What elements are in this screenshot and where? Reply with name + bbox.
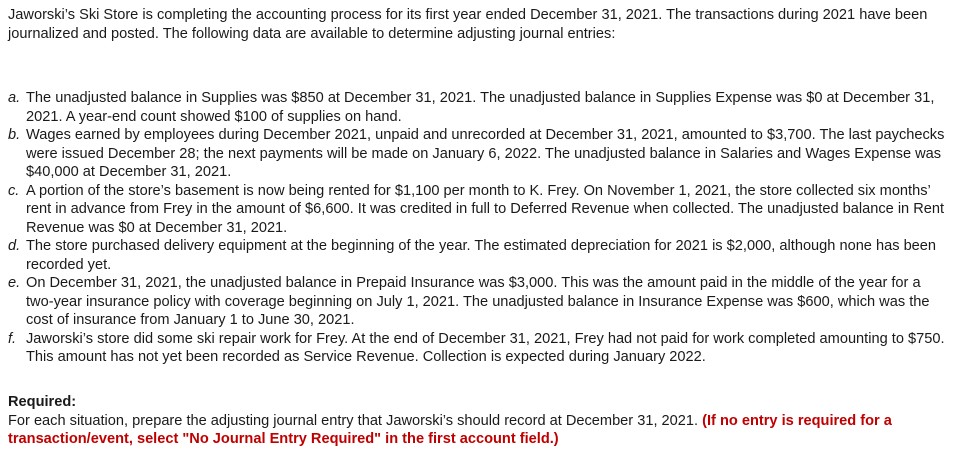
required-note: (If no entry is required for a transaction/event, select "No Journal Entry Required" in the first account field.) [8,412,892,447]
item-marker: b. [8,127,21,143]
item-text: The unadjusted balance in Supplies was $850 at December 31, 2021. The unadjusted balance in Supplies Expense was $0 at December 31, 2021. A year-end count showed $100 of supplies on hand. [26,90,935,125]
item-text: A portion of the store’s basement is now being rented for $1,100 per month to K. Frey. On November 1, 2021, the store collected six months’ rent in advance from Frey in the amount of $6,600. It was credited in full to Deferred Revenue when collected. The unadjusted balance in Rent Revenue was $0 at December 31, 2021. [26,182,945,236]
intro-paragraph: Jaworski’s Ski Store is completing the accounting process for its first year ended December 31, 2021. The transactions during 2021 have been journalized and posted. The following data are available to determine adjusting journal entries: [8,7,928,42]
item-text: The store purchased delivery equipment at the beginning of the year. The estimated depreciation for 2021 is $2,000, although none has been recorded yet. [26,238,937,273]
item-marker: d. [8,238,21,254]
required-instructions [8,412,950,449]
required-heading: Required: [8,394,77,410]
item-text: Jaworski’s store did some ski repair work for Frey. At the end of December 31, 2021, Frey had not paid for work completed amounting to $750. This amount has not yet been recorded as Service Revenue. Collection is expected during January 2022. [26,330,945,365]
item-marker: f. [8,330,17,347]
item-text: Wages earned by employees during December 2021, unpaid and unrecorded at December 31, 2021, amounted to $3,700. The last paychecks were issued December 28; the next payments will be made on January 6, 2022. The unadjusted balance in Salaries and Wages Expense was $40,000 at December 31, 2021. [26,127,945,180]
problem-content [8,6,950,447]
required-section [8,393,950,449]
list-item-a [8,89,950,126]
item-text: On December 31, 2021, the unadjusted balance in Prepaid Insurance was $3,000. This was the amount paid in the middle of the year for a two-year insurance policy with coverage beginning on July 1, 2021. The unadjusted balance in Insurance Expense was $600, which was the cost of insurance from January 1 to June 30, 2021. [26,275,930,328]
required-text: For each situation, prepare the adjusting journal entry that Jaworski’s should record at December 31, 2021. [8,412,699,429]
list-item-b [8,126,950,182]
item-marker: c. [8,182,20,199]
list-item-d [8,237,950,274]
list-item-f [8,330,950,367]
item-marker: a. [8,90,21,106]
list-item-c [8,182,950,238]
item-marker: e. [8,275,21,291]
transaction-list [8,89,950,367]
list-item-e [8,274,950,330]
